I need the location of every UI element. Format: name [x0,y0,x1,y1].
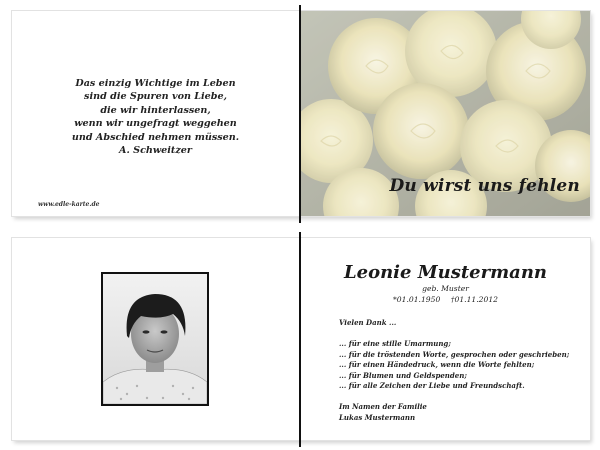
birth-date: *01.01.1950 [393,295,441,304]
thanks-line: ... für Blumen und Geldspenden; [339,370,467,380]
signature-line: Im Namen der Familie [339,402,427,411]
website-url: www.edle-karte.de [38,201,100,208]
signature-name: Lukas Mustermann [339,412,416,422]
thanks-line: ... für alle Zeichen der Liebe und Freundschaft. [339,381,525,390]
quote-line: Das einzig Wichtige im Leben [75,78,236,89]
life-dates [301,295,590,304]
death-date: †01.11.2012 [450,295,498,304]
motto-text: Du wirst uns fehlen [389,176,580,196]
roses-image [301,11,590,216]
thanks-line: ... für einen Händedruck, wenn die Worte fehlten; [339,360,535,369]
card-front [12,11,590,216]
birth-name: geb. Muster [422,284,469,293]
thanks-text [339,318,589,423]
portrait-illustration [103,274,207,404]
quote-line: sind die Spuren von Liebe, [84,91,227,103]
thanks-line: ... für die tröstenden Worte, gesprochen oder geschrieben; [339,349,570,359]
thanks-greeting: Vielen Dank ... [339,318,397,327]
deceased-name: Leonie Mustermann [343,262,548,283]
quote-author: A. Schweitzer [119,145,192,157]
quote-line: wenn wir ungefragt weggehen [74,118,237,130]
card-inside [12,238,590,440]
quote-line: die wir hinterlassen, [100,104,211,116]
portrait-photo [101,272,209,406]
quote-line: und Abschied nehmen müssen. [71,131,240,143]
thanks-line: ... für eine stille Umarmung; [339,339,451,348]
quote [12,77,299,157]
